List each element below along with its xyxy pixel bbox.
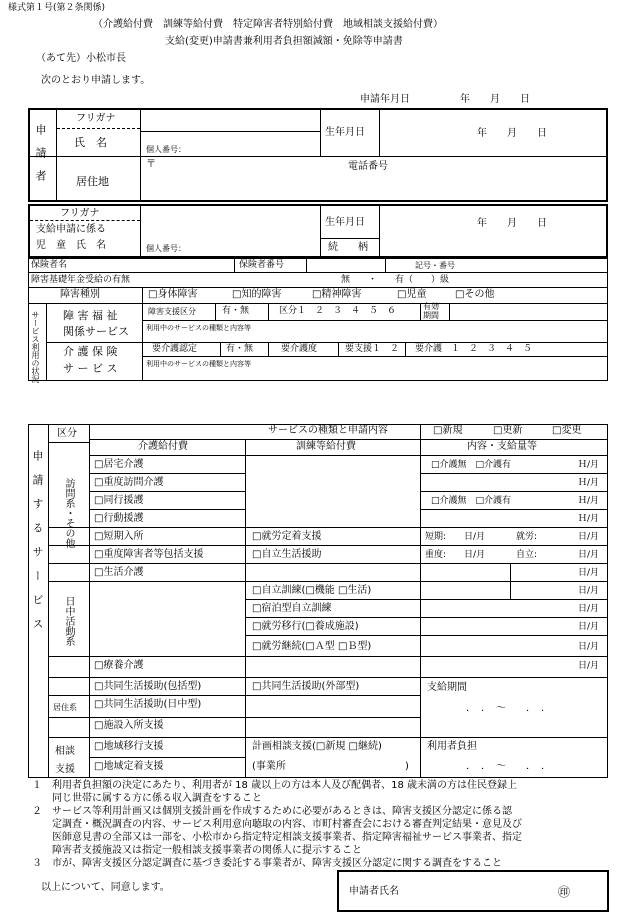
disability-opt-intellectual[interactable]: □知的障害 [232,289,282,300]
koshin-checkbox[interactable]: □更新 [493,425,523,436]
note-2d: 障害者支援施設又は指定一般相談支援事業者の関係人に提示すること [32,845,362,856]
jigyosho-close: ) [405,761,409,772]
note-2c: 医師意見書の全部又は一部を、小松市から指定特定相談支援事業者、指定障害福祉サービス事業者、指定 [32,832,522,843]
amt-jiritsu-label: 自立: [516,550,538,560]
svc-kodo[interactable]: □行動援護 [94,513,144,524]
svc-kyodo-nicchu[interactable]: □共同生活援助(日中型) [94,699,202,710]
svc-ryoyo[interactable]: □療養介護 [94,660,144,671]
shinki-checkbox[interactable]: □新規 [433,425,463,436]
postal-mark: 〒 [146,159,156,170]
child-kojin-label: 個人番号： [146,244,186,253]
svc-tanki[interactable]: □短期入所 [94,531,144,542]
note-2a: ２ サービス等利用計画又は個別支援計画を作成するために必要があるときは、障害支援区分認定に係る認 [32,806,512,817]
services-header: サービスの種類と申請内容 [268,425,388,436]
insurer-name-label: 保険者名 [31,260,68,270]
amt-doko-care[interactable]: □介護無 □介護有 [431,496,512,506]
amt-unit-6: 日/月 [578,550,600,560]
svc-kyodo-hokatsu[interactable]: □共同生活援助(包括型) [94,681,202,692]
period-label: 支給期間 [427,682,467,693]
title-line-2: 支給(変更)申請書兼利用者負担額減額・免除等申請書 [165,36,403,47]
kigo-label: 記号・番号 [415,261,455,270]
yokaigodo-label: 要介護度 [281,344,318,354]
yuko-label-1: 有効 [423,302,439,311]
yokaigo-label: 要介護認定 [152,344,198,354]
child-box [28,204,608,258]
yokaigo-level-options[interactable]: 要介護 １ ２ ３ ４ ５ [415,344,533,354]
amt-unit-5: 日/月 [578,532,600,542]
amt-judo[interactable]: 重度: 日/月 [425,550,486,560]
applicant-furigana-label: フリガナ [76,113,116,124]
amt-unit-1: Ｈ/月 [578,460,600,470]
group-homon: 訪問系・その他 [63,478,74,548]
child-label-2: 児 童 氏 名 [36,240,106,251]
form-number: 様式第１号(第２条関係) [8,3,106,13]
col-naiyo: 内容・支給量等 [467,441,537,452]
disability-opt-mental[interactable]: □精神障害 [312,289,362,300]
child-birth-label: 生年月日 [325,217,365,228]
insurer-number-label: 保険者番号 [239,260,285,270]
note-1b: 同じ世帯に属する方に係る収入調査をすること [32,793,262,804]
disability-label: 障害種別 [60,289,100,300]
amt-unit-4: Ｈ/月 [578,514,600,524]
svc-kyodo-gaibu[interactable]: □共同生活援助(外部型) [252,681,360,692]
col-kaigo: 介護給付費 [138,441,188,452]
amt-unit-12: 日/月 [578,661,600,671]
usage-side-label: サービス利用の状況 [31,311,40,383]
consent-text: 以上について、同意します。 [41,882,170,893]
welfare-label-1: 障 害 福 祉 [63,309,118,322]
pension-value[interactable]: 無 ・ 有（ ）級 [341,275,450,285]
disability-opt-physical[interactable]: □身体障害 [148,289,198,300]
note-1a: １ 利用者負担額の決定にあたり、利用者が 18 歳以上の方は本人及び配偶者、18 歳未満の方は住民登録上 [32,780,517,791]
svc-shukuhaku[interactable]: □宿泊型自立訓練 [252,603,332,614]
application-date: 申請年月日 年 月 日 [360,94,530,105]
note-2b: 定調査・概況調査の内容、サービス利用意向聴取の内容、市町村審査会における審査判定結果・意見及び [32,819,522,830]
amt-unit-8: 日/月 [578,586,600,596]
applicant-address-label: 居住地 [76,175,109,188]
child-furigana-label: フリガナ [60,208,100,219]
welfare-label-2: 関係サービス [63,325,129,338]
amt-unit-2: Ｈ/月 [578,478,600,488]
shien-umu[interactable]: 有・無 [222,306,250,316]
jigyosho-label: (事業所 [252,761,286,772]
futan-value[interactable]: ． ． ～ ． ． [466,761,551,772]
svc-shuro-iko[interactable]: □就労移行(□養成施設) [252,621,359,632]
futan-label: 利用者負担 [427,741,477,752]
kubun-header: 区分 [57,428,77,439]
svc-chiiki-teichaku[interactable]: □地域定着支援 [94,761,164,772]
shien-kubun-label: 障害支援区分 [148,307,196,316]
title-line-1: （介護給付費 訓練等給付費 特定障害者特別給付費 地域相談支援給付費） [93,19,443,30]
svc-keikaku-sodan[interactable]: 計画相談支援(□新規 □継続) [252,741,382,752]
henko-checkbox[interactable]: □変更 [552,425,582,436]
note-3: ３ 市が、障害支援区分認定調査に基づき委託する事業者が、障害支援区分認定に関する調査をすること [32,858,502,869]
group-nicchu: 日中活動系 [63,596,74,646]
svc-jiritsu-kunren[interactable]: □自立訓練(□機能 □生活) [252,585,372,596]
col-kunren: 訓練等給付費 [296,441,356,452]
intro-text: 次のとおり申請します。 [41,75,151,86]
amt-unit-10: 日/月 [578,622,600,632]
amt-unit-9: 日/月 [578,604,600,614]
signer-label: 申請者氏名 [349,886,399,897]
amt-kyotaku-care[interactable]: □介護無 □介護有 [431,460,512,470]
svc-doko[interactable]: □同行援護 [94,495,144,506]
kubun-options[interactable]: 区分１ ２ ３ ４ ５ ６ [279,306,397,316]
addressee: （あて先）小松市長 [36,53,126,64]
child-label-1: 支給申請に係る [36,224,106,235]
yokaigo-umu[interactable]: 有・無 [226,344,254,354]
group-kyoju: 居住系 [53,703,77,712]
group-sodan: 相談支援 [55,746,75,775]
amt-unit-7: 日/月 [578,568,600,578]
svc-chiiki-iko[interactable]: □地域移行支援 [94,741,164,752]
yoshien-options[interactable]: 要支援１ ２ [345,344,400,354]
pension-label: 障害基礎年金受給の有無 [31,275,131,285]
disability-opt-other[interactable]: □その他 [455,289,495,300]
applicant-birth-label: 生年月日 [325,127,365,138]
disability-opt-child[interactable]: □児童 [397,289,427,300]
yuko-label-2: 期間 [423,311,439,320]
child-birth-value[interactable]: 年 月 日 [477,218,547,229]
applicant-side-label: 申請者 [34,124,47,193]
svc-shuro-keizoku[interactable]: □就労継続(□Ａ型 □Ｂ型) [252,641,372,652]
seal-mark-icon: ㊞ [558,885,571,899]
applicant-kojin-label: 個人番号： [146,145,186,154]
tel-label: 電話番号 [348,161,388,172]
svc-seikatsu-kaigo[interactable]: □生活介護 [94,567,144,578]
applicant-birth-value[interactable]: 年 月 日 [477,128,547,139]
svc-shuro-teichaku[interactable]: □就労定着支援 [252,531,322,542]
care-label-2: サ ー ビ ス [63,362,118,375]
amt-unit-11: 日/月 [578,642,600,652]
applicant-name-label: 氏 名 [74,136,107,149]
relation-label: 続 柄 [328,242,368,253]
care-label-1: 介 護 保 険 [63,345,118,358]
svc-kyotaku[interactable]: □居宅介護 [94,459,144,470]
amt-shuro-label: 就労: [516,532,538,542]
svc-shisetsu[interactable]: □施設入所支援 [94,720,164,731]
welfare-riyo-label: 利用中のサービスの種類と内容等 [146,324,251,332]
amt-unit-3: Ｈ/月 [578,496,600,506]
period-value[interactable]: ． ． ～ ． ． [466,703,551,714]
svc-judo-hokatsu[interactable]: □重度障害者等包括支援 [94,549,204,560]
care-riyo-label: 利用中のサービスの種類と内容等 [146,360,251,368]
svc-jiritsu-seikatsu[interactable]: □自立生活援助 [252,549,322,560]
svc-judo-homon[interactable]: □重度訪問介護 [94,477,164,488]
services-side-label: 申請するサービス [31,450,44,642]
amt-tanki[interactable]: 短期: 日/月 [425,532,486,542]
